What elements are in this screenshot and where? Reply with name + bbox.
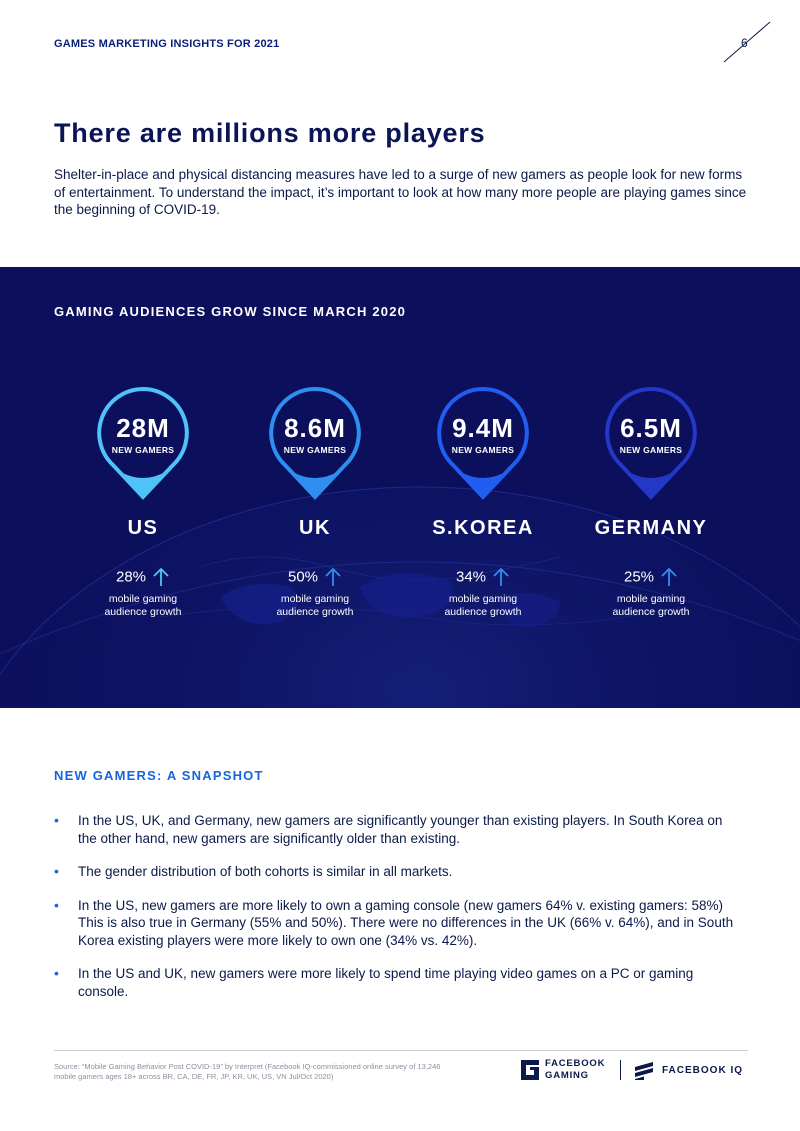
growth-percent: 28% [115, 568, 147, 586]
list-item: • In the US, UK, and Germany, new gamers are significantly younger than existing players. In South Korea on the other hand, new gamers are significantly older than existing. [54, 812, 723, 846]
stat-value: 6.5M [620, 413, 682, 443]
facebook-gaming-logo-icon [521, 1060, 539, 1080]
bullet-icon: • [54, 863, 59, 879]
bullet-icon: • [54, 896, 59, 913]
country-name: US [127, 517, 159, 539]
stat-germany [566, 385, 736, 625]
stat-label: NEW GAMERS [283, 445, 347, 455]
intro-paragraph: Shelter-in-place and physical distancing measures have led to a surge of new gamers as people look for new forms of entertainment. To understand the impact, it’s important to look at how many more people are playing games since the beginning of COVID-19. [54, 167, 747, 217]
list-item: • The gender distribution of both cohorts is similar in all markets. [54, 863, 453, 879]
growth-label: mobile gaming audience growth [612, 593, 690, 618]
growth-label: mobile gaming audience growth [444, 593, 522, 618]
stat-south-korea [398, 385, 568, 625]
country-name: S.KOREA [432, 517, 534, 539]
stat-value: 28M [116, 413, 170, 443]
snapshot-heading: NEW GAMERS: A SNAPSHOT [54, 768, 264, 783]
list-item: • In the US and UK, new gamers were more likely to spend time playing video games on a PC or gaming console. [54, 965, 694, 999]
growth-percent: 25% [623, 568, 655, 586]
stat-label: NEW GAMERS [619, 445, 683, 455]
report-header-title: GAMES MARKETING INSIGHTS FOR 2021 [54, 38, 280, 50]
snapshot-list [54, 812, 744, 1016]
growth-percent: 34% [455, 568, 487, 586]
arrow-up-icon [660, 567, 678, 587]
growth-label: mobile gaming audience growth [104, 593, 182, 618]
stat-label: NEW GAMERS [451, 445, 515, 455]
facebook-gaming-logo-text: FACEBOOK GAMING [545, 1058, 606, 1081]
logo-separator [620, 1060, 621, 1080]
stat-us [58, 385, 228, 625]
bullet-icon: • [54, 812, 59, 828]
country-name: GERMANY [594, 517, 708, 539]
stat-value: 8.6M [284, 413, 346, 443]
list-item: • In the US, new gamers are more likely to own a gaming console (new gamers 64% v. existing gamers: 58%) This is also true in Germany (55% and 50%). There were no differences in the UK (66% v. 64%), and in South Korea existing players were more likely to own one (34% vs. 42%). [54, 896, 734, 948]
stat-label: NEW GAMERS [111, 445, 175, 455]
footer-divider [54, 1050, 748, 1051]
audience-growth-panel [0, 267, 800, 708]
facebook-iq-logo-text: FACEBOOK IQ [662, 1065, 744, 1076]
growth-label: mobile gaming audience growth [276, 593, 354, 618]
page-title: There are millions more players [54, 118, 486, 148]
stat-value: 9.4M [452, 413, 514, 443]
panel-title: GAMING AUDIENCES GROW SINCE MARCH 2020 [54, 304, 407, 319]
stat-uk [230, 385, 400, 625]
arrow-up-icon [324, 567, 342, 587]
facebook-iq-logo-icon [634, 1060, 654, 1080]
arrow-up-icon [152, 567, 170, 587]
country-name: UK [299, 517, 331, 539]
source-note: Source: “Mobile Gaming Behavior Post COVID-19” by Interpret (Facebook IQ-commissioned online survey of 13,246 mobile gamers ages 18+ across BR, CA, DE, FR, JP, KR, UK, US, VN Jul/Oct 2020) [54, 1062, 441, 1081]
bullet-icon: • [54, 965, 59, 981]
arrow-up-icon [492, 567, 510, 587]
growth-percent: 50% [287, 568, 319, 586]
page-number: 6 [741, 36, 748, 50]
